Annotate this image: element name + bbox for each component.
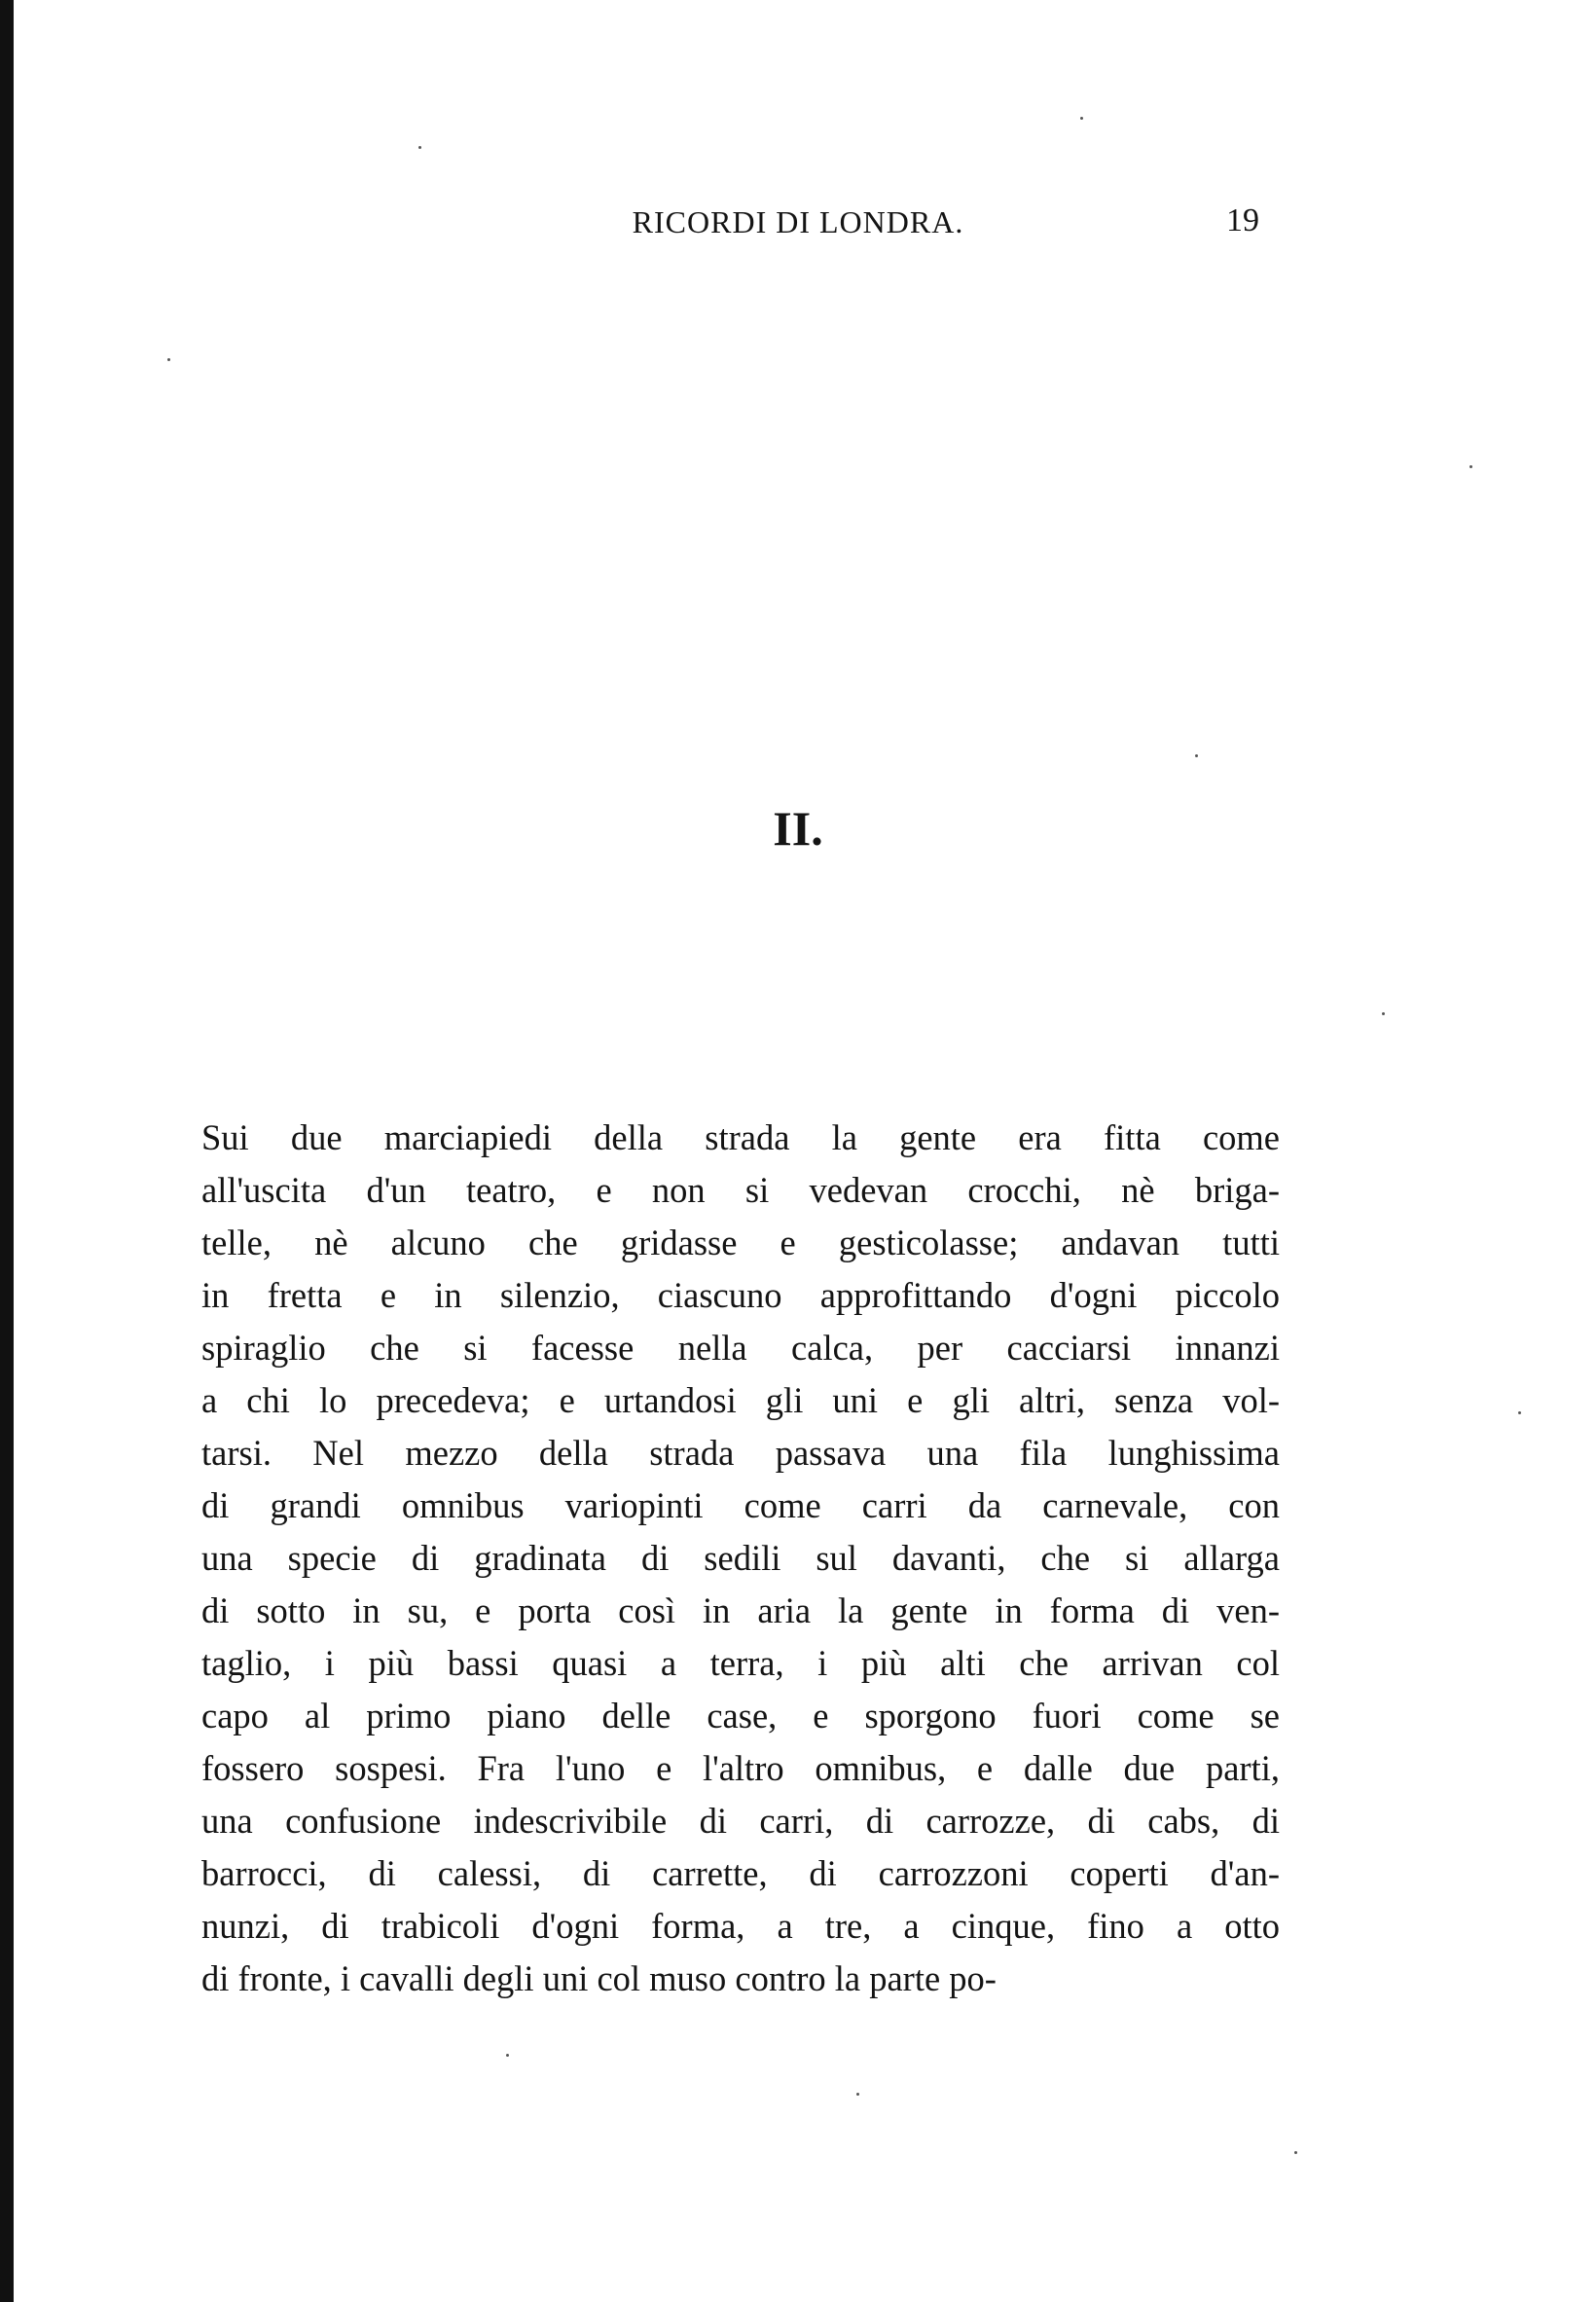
body-paragraph <box>201 1112 1280 2005</box>
text-line: nunzi, di trabicoli d'ogni forma, a tre, a cinque, fino a otto <box>201 1906 1280 1946</box>
text-line: di fronte, i cavalli degli uni col muso contro la parte po- <box>201 1958 997 1998</box>
text-line: fossero sospesi. Fra l'uno e l'altro omnibus, e dalle due parti, <box>201 1748 1280 1788</box>
scan-speck <box>418 146 421 149</box>
text-line: barrocci, di calessi, di carrette, di carrozzoni coperti d'an- <box>201 1853 1280 1893</box>
scan-speck <box>1080 117 1083 120</box>
running-title: RICORDI DI LONDRA. <box>632 204 964 239</box>
scan-speck <box>167 358 170 361</box>
text-line: capo al primo piano delle case, e sporgono fuori come se <box>201 1696 1280 1736</box>
text-line: all'uscita d'un teatro, e non si vedevan crocchi, nè briga- <box>201 1170 1280 1210</box>
scan-speck <box>506 2054 509 2057</box>
text-line: spiraglio che si facesse nella calca, per cacciarsi innanzi <box>201 1328 1280 1368</box>
scan-speck <box>856 2093 859 2096</box>
text-line: a chi lo precedeva; e urtandosi gli uni e gli altri, senza vol- <box>201 1380 1280 1420</box>
page-number: 19 <box>1226 202 1259 238</box>
text-line: una specie di gradinata di sedili sul davanti, che si allarga <box>201 1538 1280 1578</box>
scan-speck <box>1294 2151 1297 2154</box>
text-line: in fretta e in silenzio, ciascuno approfittando d'ogni piccolo <box>201 1275 1280 1315</box>
page-binding-edge <box>0 0 14 2302</box>
scan-speck <box>1195 754 1198 757</box>
text-line: una confusione indescrivibile di carri, di carrozze, di cabs, di <box>201 1801 1280 1841</box>
text-line: taglio, i più bassi quasi a terra, i più alti che arrivan col <box>201 1643 1280 1683</box>
scan-speck <box>1469 465 1472 468</box>
text-line: telle, nè alcuno che gridasse e gesticolasse; andavan tutti <box>201 1223 1280 1262</box>
scan-speck <box>1382 1012 1385 1015</box>
chapter-numeral: II. <box>773 801 823 856</box>
text-line: di grandi omnibus variopinti come carri da carnevale, con <box>201 1485 1280 1525</box>
scan-speck <box>1518 1411 1521 1414</box>
text-line: Sui due marciapiedi della strada la gente era fitta come <box>201 1117 1280 1157</box>
text-line: tarsi. Nel mezzo della strada passava una fila lunghissima <box>201 1433 1280 1473</box>
text-line: di sotto in su, e porta così in aria la gente in forma di ven- <box>201 1590 1280 1630</box>
